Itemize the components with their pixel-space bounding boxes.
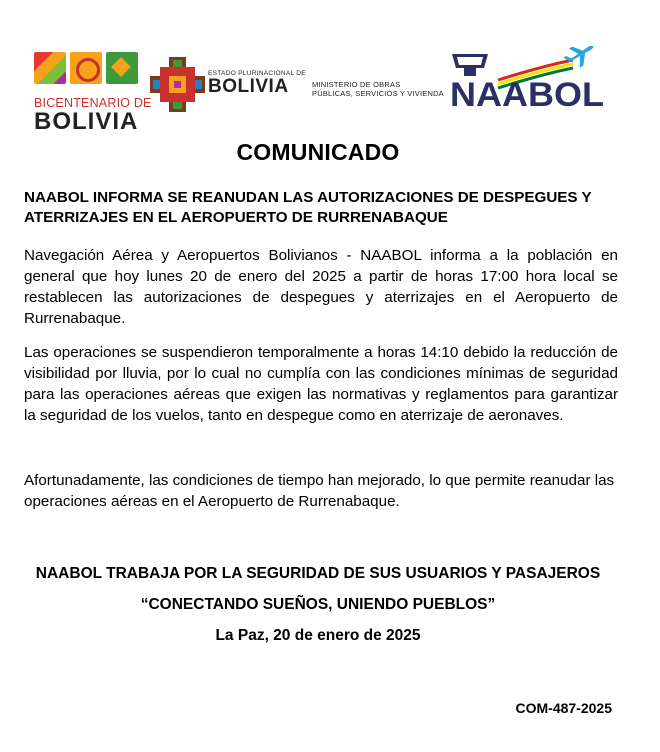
page-title: COMUNICADO	[236, 139, 400, 165]
chakana-emblem-icon	[150, 57, 205, 112]
bicentenario-squares	[34, 52, 144, 87]
bicentenario-label-top: BICENTENARIO DE	[34, 96, 152, 110]
ministerio-line-2: PÚBLICAS, SERVICIOS Y VIVIENDA	[312, 89, 444, 98]
logo-header	[0, 0, 660, 135]
ministerio-line-1: MINISTERIO DE OBRAS	[312, 80, 401, 89]
bicentenario-square-1	[34, 52, 66, 84]
slogan: “CONECTANDO SUEÑOS, UNIENDO PUEBLOS”	[140, 596, 496, 613]
paragraph-2: Las operaciones se suspendieron temporalmente a horas 14:10 debido la reducción de visibilidad por lluvia, por lo cual no cumplía con las condiciones mínimas de seguridad para las operaciones aéreas que exigen las normativas y reglamentos para garantizar la seguridad de los vuelos, tanto en despegue como en aterrizaje de aeronaves.	[24, 344, 618, 424]
headline: NAABOL INFORMA SE REANUDAN LAS AUTORIZACIONES DE DESPEGUES Y ATERRIZAJES EN EL AEROPUERTO DE RURRENABAQUE	[24, 189, 592, 226]
control-tower-icon	[452, 54, 488, 76]
bicentenario-square-2	[70, 52, 102, 84]
place-date: La Paz, 20 de enero de 2025	[215, 627, 421, 644]
naabol-wordmark: NAABOL	[450, 76, 604, 110]
paragraph-1: Navegación Aérea y Aeropuertos Bolivianos - NAABOL informa a la población en general que hoy lunes 20 de enero del 2025 a partir de horas 17:00 hora local se restablecen las autorizaciones de despegues y aterrizajes en el Aeropuerto de Rurrenabaque.	[24, 247, 618, 327]
naabol-logo	[448, 46, 608, 110]
estado-plurinacional-logo	[208, 70, 306, 97]
ministerio-logo	[312, 80, 444, 98]
paragraph-3: Afortunadamente, las condiciones de tiempo han mejorado, lo que permite reanudar las operaciones aéreas en el Aeropuerto de Rurrenabaque.	[24, 472, 615, 510]
closing-statement: NAABOL TRABAJA POR LA SEGURIDAD DE SUS USUARIOS Y PASAJEROS	[35, 565, 601, 582]
bicentenario-square-3	[106, 52, 138, 84]
bicentenario-label-bottom: BOLIVIA	[34, 108, 139, 135]
document-code: COM-487-2025	[515, 700, 612, 716]
estado-label-top: ESTADO PLURINACIONAL DE	[208, 70, 306, 77]
estado-label-bottom: BOLIVIA	[208, 76, 289, 97]
bicentenario-logo	[34, 52, 152, 135]
